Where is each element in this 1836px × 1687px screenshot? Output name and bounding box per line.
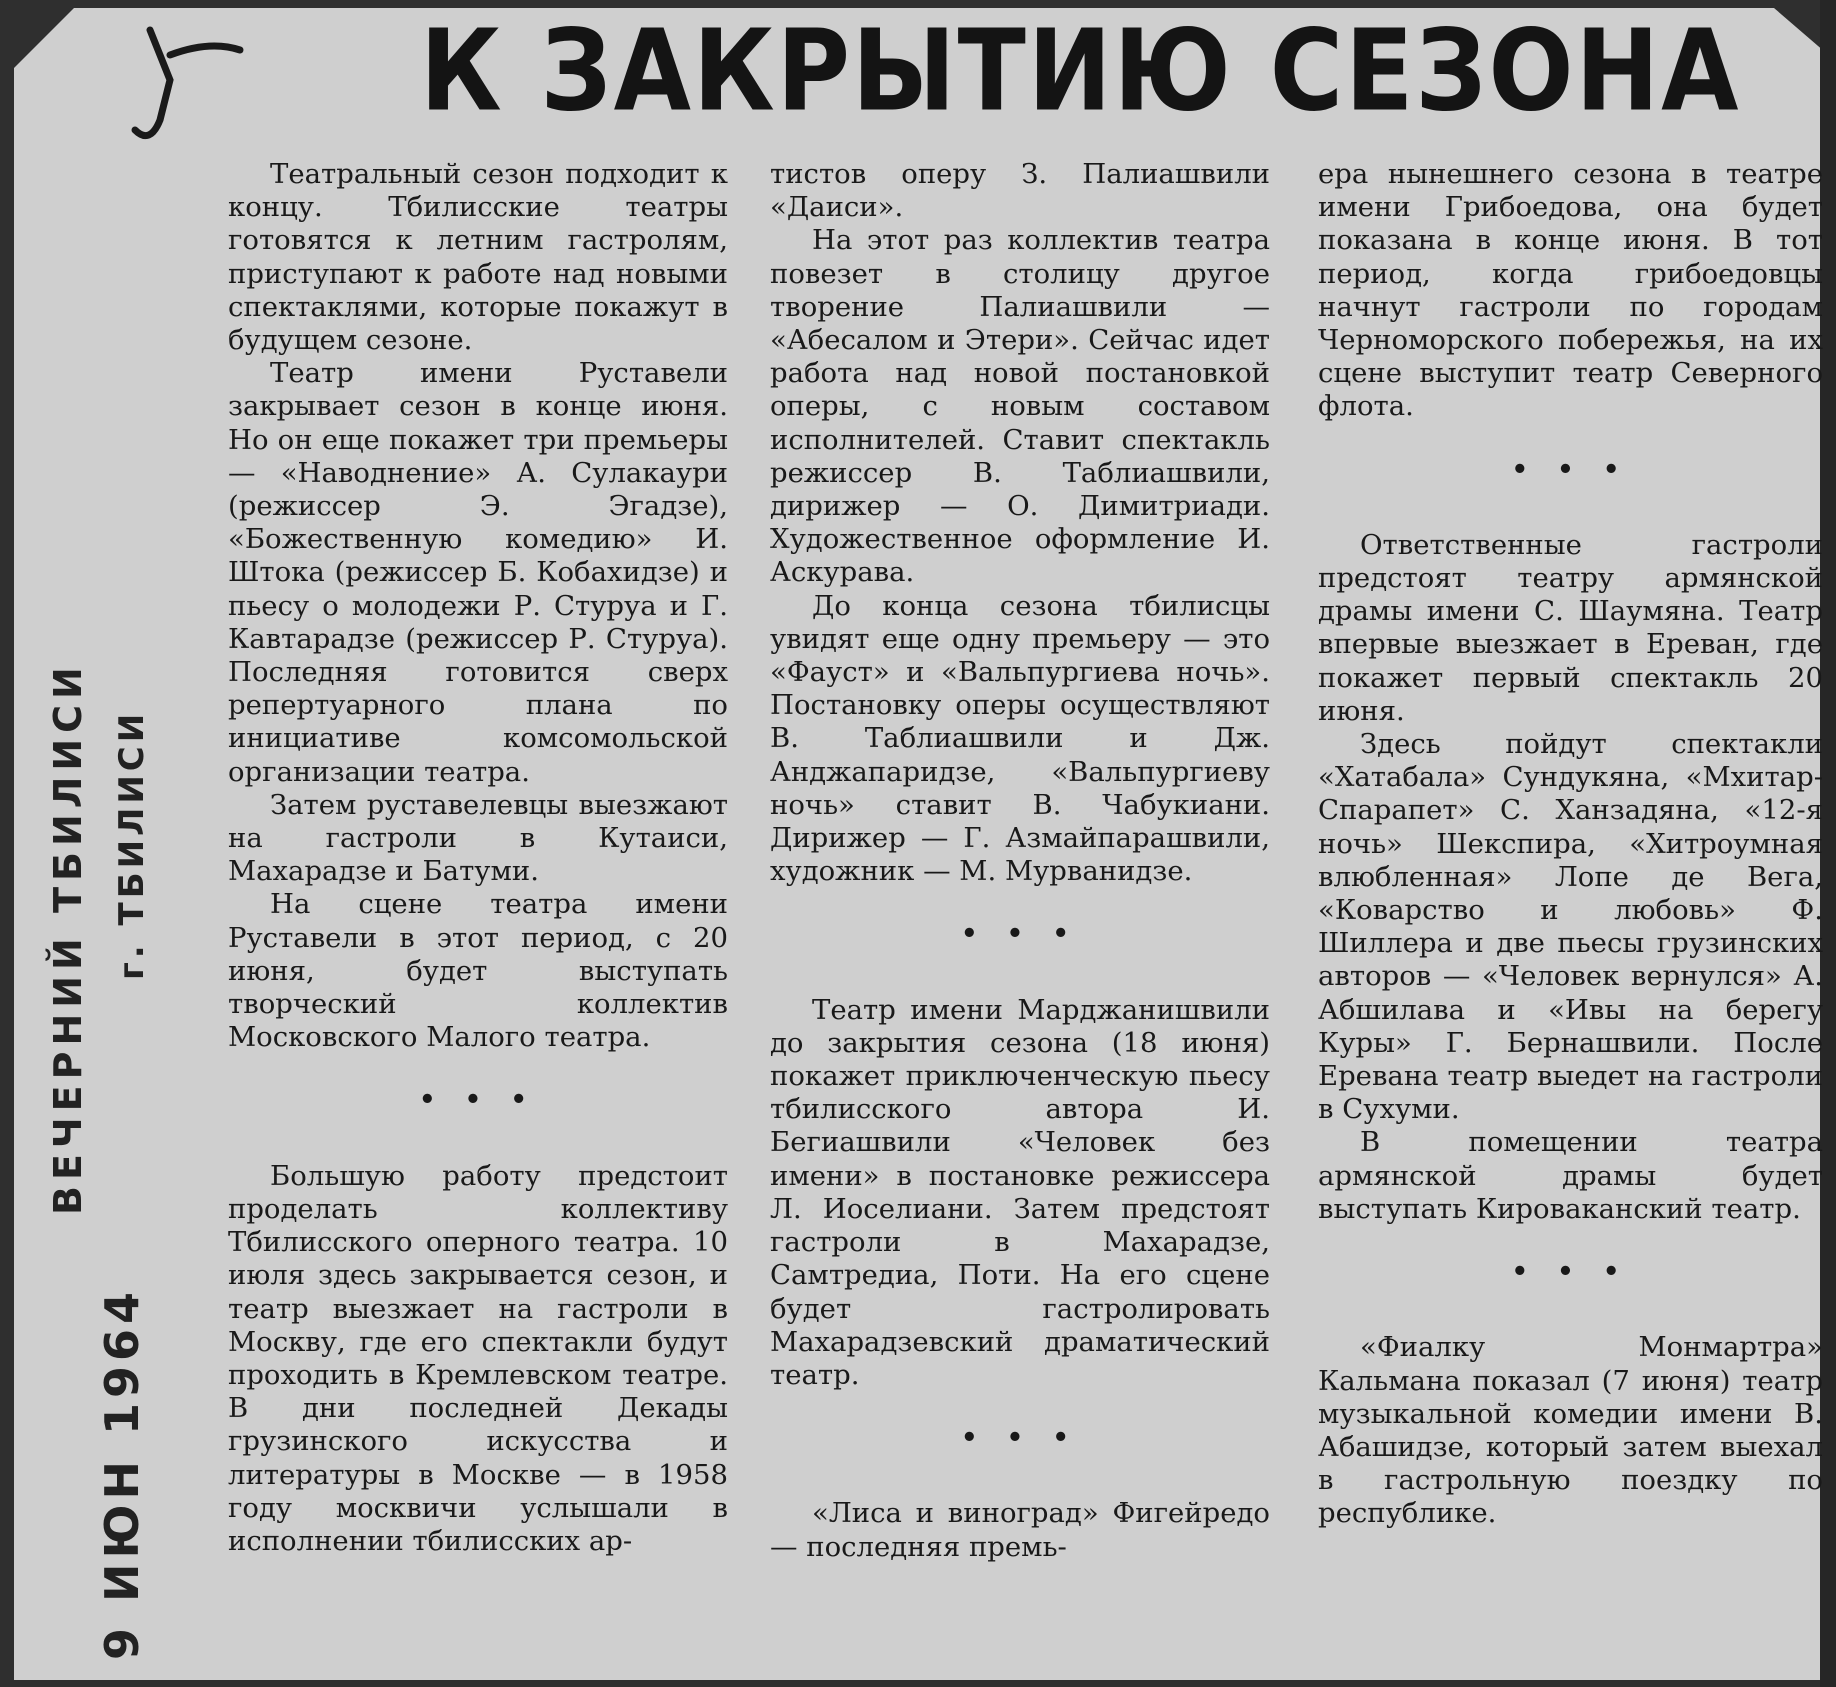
paragraph: тистов оперу З. Палиашвили «Даиси».	[770, 158, 1270, 224]
paragraph: ера нынешнего сезона в театре имени Грибоедова, она будет показана в конце июня. В тот период, когда грибоедовцы начнут гастроли по городам Черноморского побережья, на их сцене выступит театр Северного флота.	[1318, 158, 1823, 423]
paragraph: До конца сезона тбилисцы увидят еще одну премьеру — это «Фауст» и «Вальпургиева ночь». Постановку оперы осуществляют В. Таблиашвили и Дж. Анджапаридзе, «Вальпургиеву ночь» ставит В. Чабукиани. Дирижер — Г. Азмайпарашвили, художник — М. Мурванидзе.	[770, 589, 1270, 888]
newspaper-stamp: ВЕЧЕРНИЙ ТБИЛИСИ	[46, 661, 90, 1215]
article-column-2	[770, 158, 1270, 1564]
city-stamp: г. ТБИЛИСИ	[112, 709, 152, 980]
article-column-3	[1318, 158, 1823, 1531]
article-column-1	[228, 158, 728, 1558]
paragraph: Ответственные гастроли предстоят театру армянской драмы имени С. Шаумяна. Театр впервые выезжает в Ереван, где покажет первый спектакль 20 июня.	[1318, 528, 1823, 727]
paragraph: На этот раз коллектив театра повезет в столицу другое творение Палиашвили — «Абесалом и Этери». Сейчас идет работа над новой постановкой оперы, с новым составом исполнителей. Ставит спектакль режиссер В. Таблиашвили, дирижер — О. Димитриади. Художественное оформление И. Аскурава.	[770, 224, 1270, 589]
headline: К ЗАКРЫТИЮ СЕЗОНА	[420, 5, 1741, 137]
section-separator: • • •	[961, 1423, 1079, 1454]
paragraph: Театр имени Руставели закрывает сезон в конце июня. Но он еще покажет три премьеры — «Наводнение» А. Сулакаури (режиссер Э. Эгадзе), «Божественную комедию» И. Штока (режиссер Б. Кобахидзе) и пьесу о молодежи Р. Стуруа и Г. Кавтарадзе (режиссер Р. Стуруа). Последняя готовится сверх репертуарного плана по инициативе комсомольской организации театра.	[228, 357, 728, 788]
section-separator: • • •	[419, 1085, 537, 1116]
paragraph: На сцене театра имени Руставели в этот период, с 20 июня, будет выступать творческий коллектив Московского Малого театра.	[228, 888, 728, 1054]
date-stamp: 9 ИЮН 1964	[95, 1286, 149, 1660]
paragraph: Большую работу предстоит проделать коллективу Тбилисского оперного театра. 10 июля здесь закрывается сезон, и театр выезжает на гастроли в Москву, где его спектакли будут проходить в Кремлевском театре. В дни последней Декады грузинского искусства и литературы в Москве — в 1958 году москвичи услышали в исполнении тбилисских ар-	[228, 1159, 728, 1557]
paragraph: Затем руставелевцы выезжают на гастроли в Кутаиси, Махарадзе и Батуми.	[228, 788, 728, 888]
section-separator: • • •	[961, 919, 1079, 950]
paragraph: Здесь пойдут спектакли «Хатабала» Сундукяна, «Мхитар-Спарапет» С. Ханзадяна, «12-я ночь» Шекспира, «Хитроумная влюбленная» Лопе де Вега, «Коварство и любовь» Ф. Шиллера и две пьесы грузинских авторов — «Человек вернулся» А. Абшилава и «Ивы на берегу Куры» Г. Бернашвили. После Еревана театр выедет на гастроли в Сухуми.	[1318, 728, 1823, 1126]
paragraph: «Лиса и виноград» Фигейредо — последняя премь-	[770, 1497, 1270, 1563]
section-separator: • • •	[1511, 1257, 1630, 1288]
paragraph: Театральный сезон подходит к концу. Тбилисские театры готовятся к летним гастролям, приступают к работе над новыми спектаклями, которые покажут в будущем сезоне.	[228, 158, 728, 357]
paragraph: В помещении театра армянской драмы будет выступать Кироваканский театр.	[1318, 1126, 1823, 1225]
section-separator: • • •	[1511, 454, 1630, 485]
pencil-mark	[130, 20, 250, 150]
paragraph: Театр имени Марджанишвили до закрытия сезона (18 июня) покажет приключенческую пьесу тбилисского автора И. Бегиашвили «Человек без имени» в постановке режиссера Л. Иоселиани. Затем предстоят гастроли в Махарадзе, Самтредиа, Поти. На его сцене будет гастролировать Махарадзевский драматический театр.	[770, 993, 1270, 1391]
paragraph: «Фиалку Монмартра» Кальмана показал (7 июня) театр музыкальной комедии имени В. Абашидзе, который затем выехал в гастрольную поездку по республике.	[1318, 1331, 1823, 1530]
